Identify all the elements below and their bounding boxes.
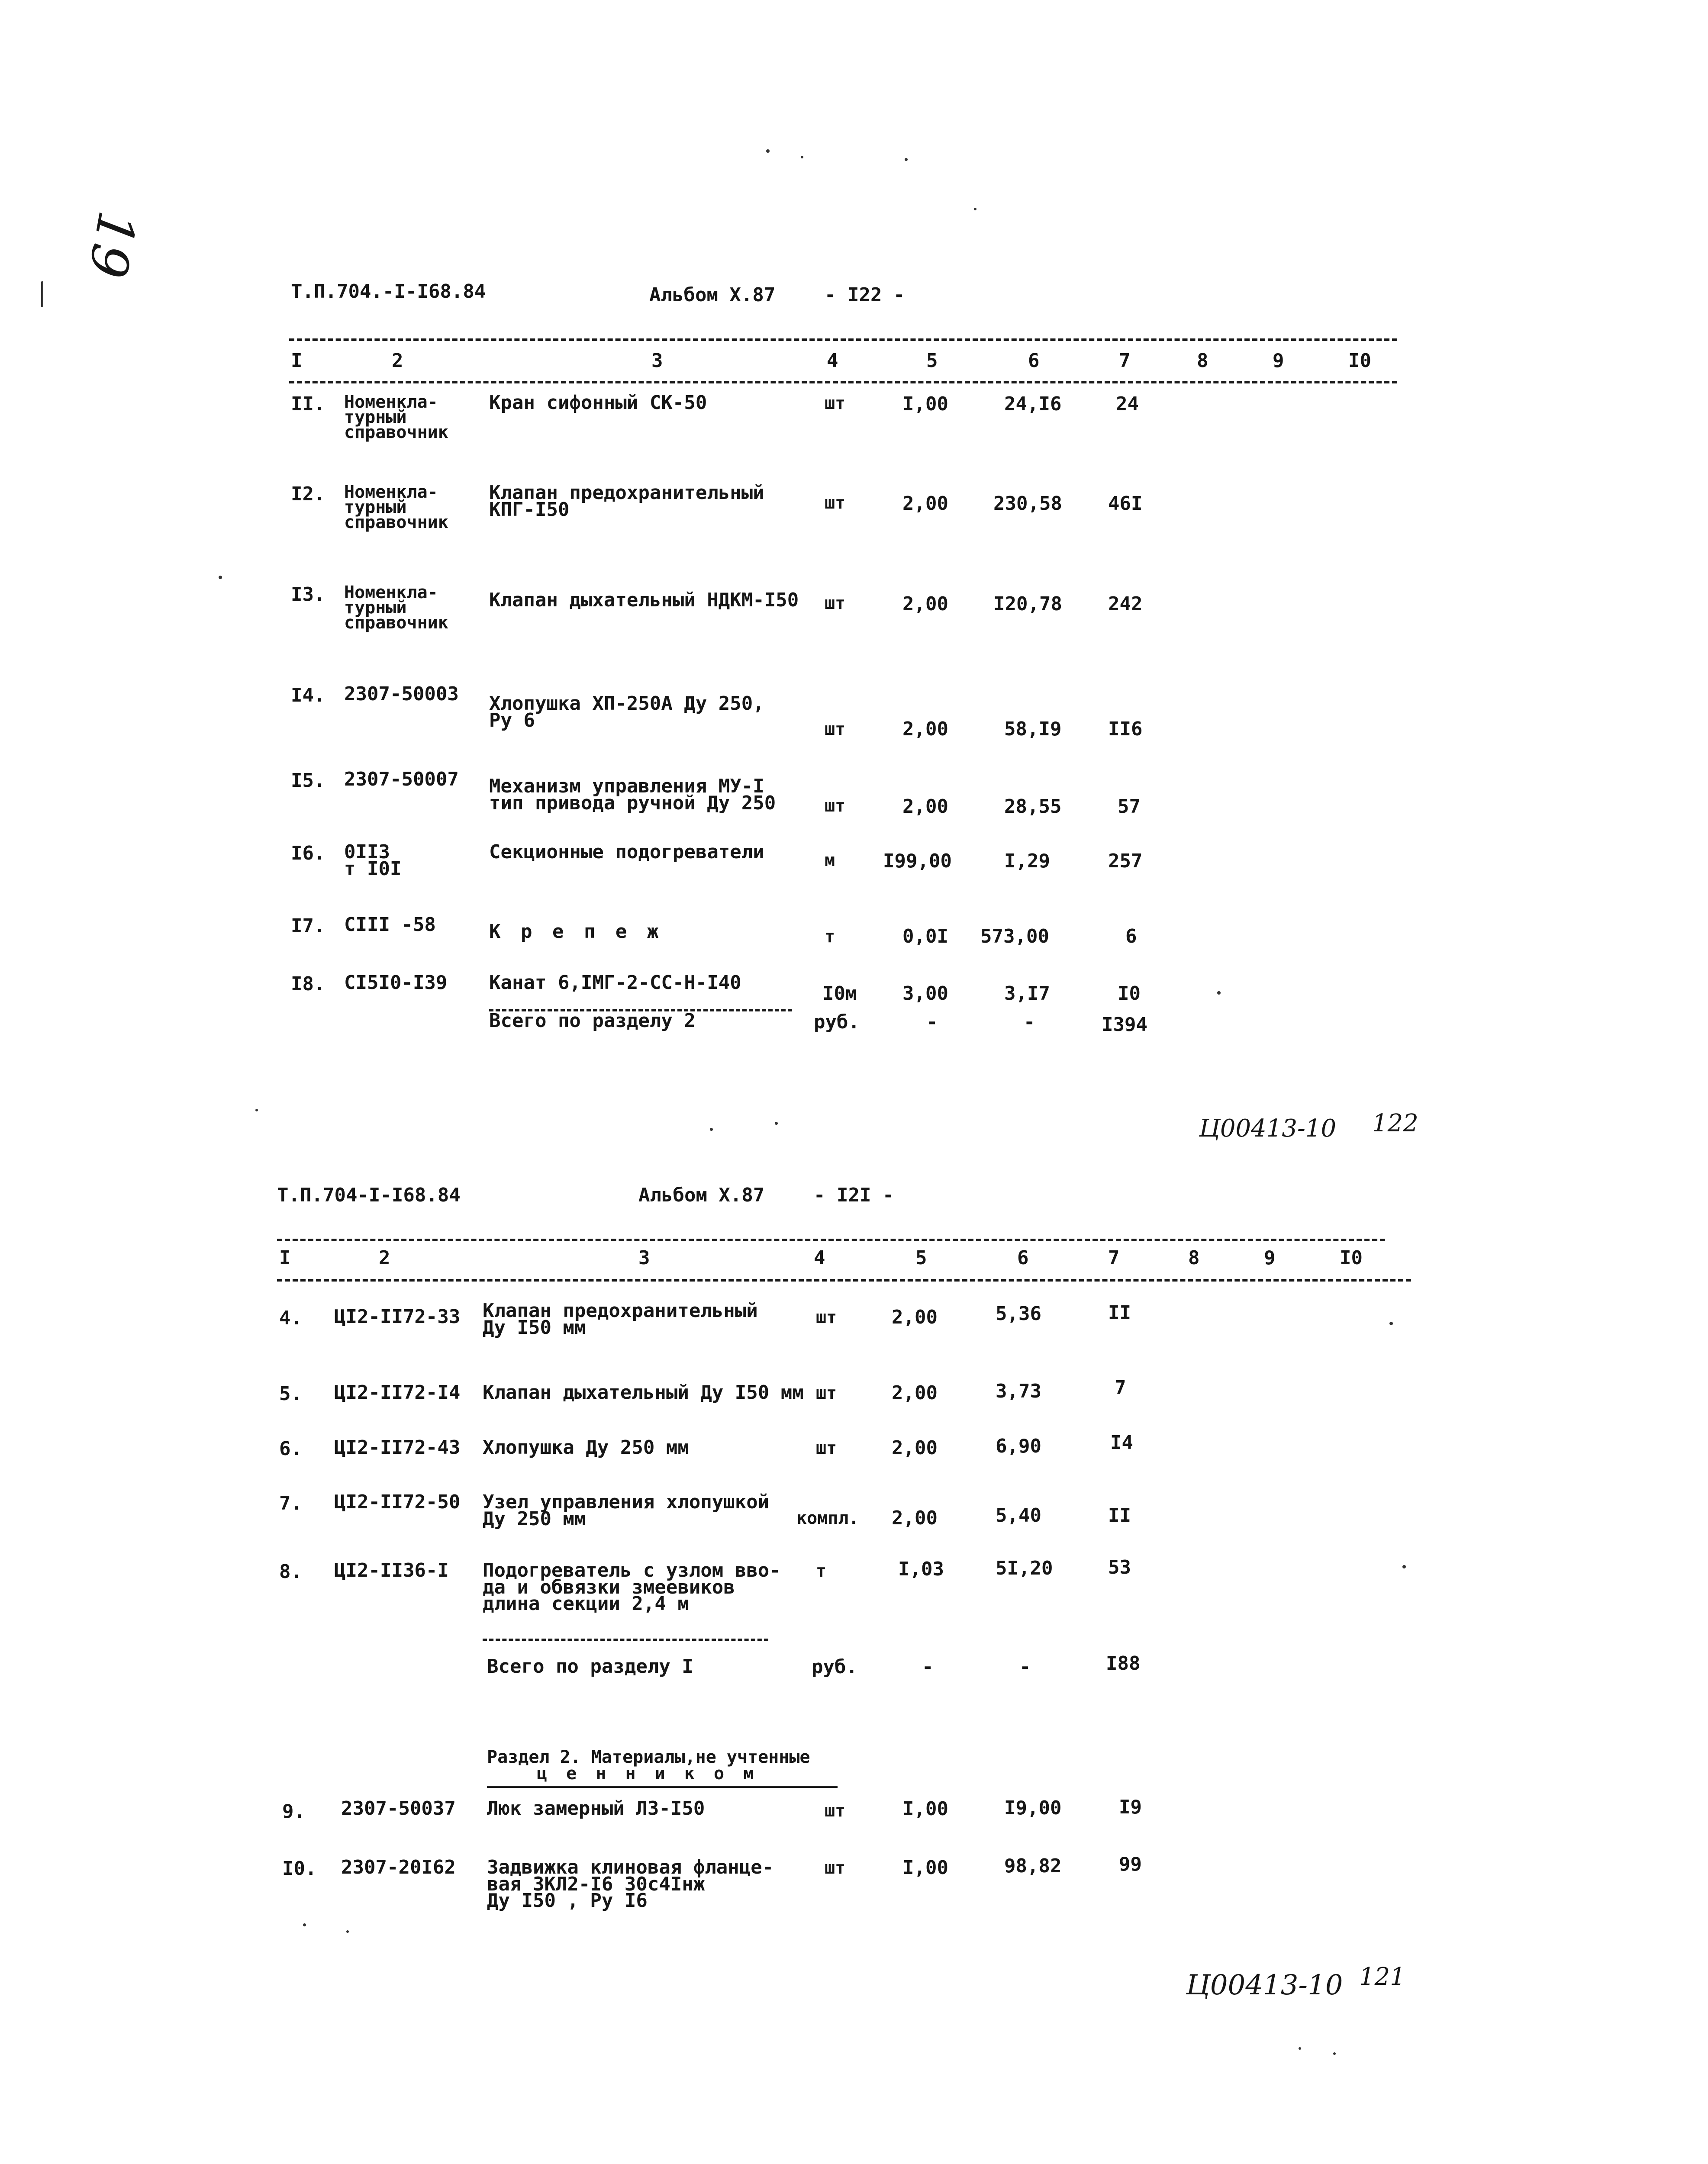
row-number: I4. xyxy=(291,684,325,706)
total-qty: - xyxy=(922,1656,934,1678)
row-code: ЦI2-II72-43 xyxy=(334,1436,461,1459)
row-price: 3,73 xyxy=(996,1380,1041,1402)
row-unit: компл. xyxy=(796,1508,859,1528)
row-qty: 2,00 xyxy=(902,493,948,515)
row-code: СI5I0-I39 xyxy=(344,972,448,994)
row-total: 57 xyxy=(1118,795,1141,818)
col-2: 2 xyxy=(392,350,403,372)
row-price: I20,78 xyxy=(993,593,1062,615)
header-rule-bottom xyxy=(277,1279,1411,1282)
row-unit: шт xyxy=(816,1383,837,1403)
row-qty: 3,00 xyxy=(902,982,948,1005)
section-heading-underline xyxy=(487,1786,838,1788)
row-price: 28,55 xyxy=(1004,795,1062,818)
col-1: I xyxy=(279,1247,291,1269)
row-unit: шт xyxy=(825,593,846,613)
row-price: 24,I6 xyxy=(1004,393,1062,415)
col-8: 8 xyxy=(1188,1247,1200,1269)
row-price: 3,I7 xyxy=(1004,982,1050,1005)
total-label: Всего по разделу 2 xyxy=(489,1010,696,1032)
scan-speck xyxy=(255,1109,258,1111)
row-name: Люк замерный ЛЗ-I50 xyxy=(487,1797,705,1819)
row-code: ЦI2-II72-50 xyxy=(334,1491,461,1513)
col-9: 9 xyxy=(1273,350,1284,372)
scan-speck xyxy=(41,281,43,307)
row-unit: шт xyxy=(825,393,846,413)
row-number: 5. xyxy=(279,1383,302,1405)
scan-speck xyxy=(905,158,908,161)
total-price: - xyxy=(1024,1011,1035,1033)
col-6: 6 xyxy=(1017,1247,1029,1269)
total-unit: руб. xyxy=(812,1656,857,1678)
scan-speck xyxy=(710,1128,713,1131)
table-row xyxy=(0,1300,1708,1389)
row-qty: 2,00 xyxy=(892,1382,938,1404)
row-price: 5I,20 xyxy=(996,1557,1053,1579)
row-number: 8. xyxy=(279,1561,302,1583)
row-qty: I,00 xyxy=(902,1857,948,1879)
row-number: I0. xyxy=(282,1858,317,1880)
row-number: I6. xyxy=(291,842,325,864)
row-code: 2307-20I62 xyxy=(341,1856,456,1878)
row-number: I5. xyxy=(291,770,325,792)
total-label: Всего по разделу I xyxy=(487,1655,693,1678)
row-total: I0 xyxy=(1118,982,1141,1005)
row-unit: шт xyxy=(825,1801,846,1821)
col-1: I xyxy=(291,350,303,372)
row-code: 2307-50007 xyxy=(344,768,459,790)
row-qty: 2,00 xyxy=(902,593,948,615)
row-unit: шт xyxy=(825,719,846,739)
row-qty: I99,00 xyxy=(883,850,952,872)
row-name: Секционные подогреватели xyxy=(489,841,764,863)
scan-speck xyxy=(1299,2047,1301,2050)
row-code: 0II3 т I0I xyxy=(344,841,402,880)
row-unit: м xyxy=(825,850,835,870)
row-name: Кран сифонный СК-50 xyxy=(489,392,707,414)
section-heading-cont: ц е н н и к о м xyxy=(537,1764,758,1784)
total-qty: - xyxy=(926,1011,938,1033)
row-name: Задвижка клиновая фланце- вая ЗКЛ2-I6 30с4Iнж Ду I50 , Ру I6 xyxy=(487,1856,774,1912)
row-total: I9 xyxy=(1119,1796,1142,1818)
row-number: I8. xyxy=(291,973,325,995)
scan-speck xyxy=(346,1930,349,1933)
subtotal-rule xyxy=(483,1639,768,1641)
col-3: 3 xyxy=(651,350,663,372)
table-row xyxy=(0,1558,1708,1645)
row-unit: шт xyxy=(825,493,846,513)
row-name: Хлопушка Ду 250 мм xyxy=(483,1436,689,1459)
table-row xyxy=(0,482,1708,571)
row-number: I7. xyxy=(291,915,325,937)
total-row xyxy=(0,1654,1708,1741)
row-code: Номенкла- турный справочник xyxy=(344,583,448,633)
col-6: 6 xyxy=(1028,350,1040,372)
row-number: 4. xyxy=(279,1307,302,1329)
row-name: Клапан дыхательный Ду I50 мм xyxy=(483,1381,804,1404)
col-8: 8 xyxy=(1197,350,1208,372)
row-code: Номенкла- турный справочник xyxy=(344,392,448,443)
col-10: I0 xyxy=(1348,350,1371,372)
col-7: 7 xyxy=(1119,350,1131,372)
row-total: I4 xyxy=(1110,1432,1133,1454)
row-number: I2. xyxy=(291,483,325,505)
scan-speck xyxy=(219,576,222,579)
row-total: 7 xyxy=(1115,1377,1126,1399)
row-number: I3. xyxy=(291,583,325,605)
archive-stamp-page: 121 xyxy=(1359,1963,1405,1991)
row-unit: шт xyxy=(816,1438,837,1458)
row-total: 99 xyxy=(1119,1853,1142,1875)
row-qty: I,00 xyxy=(902,393,948,415)
row-name: Клапан предохранительный Ду I50 мм xyxy=(483,1300,758,1339)
row-number: 7. xyxy=(279,1492,302,1514)
row-qty: I,03 xyxy=(898,1558,944,1580)
row-price: 5,36 xyxy=(996,1303,1041,1325)
row-total: 242 xyxy=(1108,593,1143,615)
row-unit: I0м xyxy=(822,982,857,1005)
row-qty: 2,00 xyxy=(892,1437,938,1459)
row-name: Хлопушка ХП-250А Ду 250, Ру 6 xyxy=(489,692,764,731)
row-qty: 2,00 xyxy=(892,1306,938,1328)
row-qty: 0,0I xyxy=(902,925,948,947)
page-number: - I2I - xyxy=(814,1184,894,1206)
total-row xyxy=(0,1010,1708,1099)
row-name: Узел управления хлопушкой Ду 250 мм xyxy=(483,1491,770,1530)
row-qty: 2,00 xyxy=(892,1507,938,1529)
row-total: 257 xyxy=(1108,850,1143,872)
row-code: СIII -58 xyxy=(344,914,436,936)
row-total: II xyxy=(1108,1302,1131,1324)
row-total: 46I xyxy=(1108,493,1143,515)
row-price: 6,90 xyxy=(996,1435,1041,1457)
header-rule-top xyxy=(277,1239,1385,1241)
row-number: 6. xyxy=(279,1438,302,1460)
row-unit: шт xyxy=(825,796,846,816)
table-row xyxy=(0,585,1708,672)
archive-stamp: Ц00413-10 xyxy=(1186,1969,1343,2001)
col-5: 5 xyxy=(915,1247,927,1269)
archive-stamp-page: 122 xyxy=(1372,1109,1418,1137)
row-unit: т xyxy=(825,927,835,947)
row-code: ЦI2-II72-I4 xyxy=(334,1381,461,1404)
album-label: Альбом X.87 xyxy=(649,284,776,306)
total-sum: I88 xyxy=(1106,1652,1141,1675)
col-9: 9 xyxy=(1264,1247,1276,1269)
row-total: 24 xyxy=(1116,393,1139,415)
table-row xyxy=(0,392,1708,481)
col-5: 5 xyxy=(926,350,938,372)
scan-speck xyxy=(801,156,803,158)
col-4: 4 xyxy=(814,1247,825,1269)
col-7: 7 xyxy=(1108,1247,1120,1269)
row-qty: I,00 xyxy=(902,1798,948,1820)
row-price: 230,58 xyxy=(993,493,1062,515)
row-number: II. xyxy=(291,393,325,415)
row-total: II6 xyxy=(1108,718,1143,740)
row-price: 573,00 xyxy=(980,925,1049,947)
row-price: 98,82 xyxy=(1004,1855,1062,1877)
row-code: 2307-50037 xyxy=(341,1797,456,1819)
total-sum: I394 xyxy=(1102,1014,1147,1036)
row-price: 58,I9 xyxy=(1004,718,1062,740)
row-name: Подогреватель с узлом вво- да и обвязки змеевиков длина секции 2,4 м xyxy=(483,1559,781,1615)
scan-speck xyxy=(766,149,770,153)
scan-speck xyxy=(1402,1565,1406,1568)
scan-speck xyxy=(1217,991,1221,995)
row-total: II xyxy=(1108,1504,1131,1526)
col-3: 3 xyxy=(638,1247,650,1269)
row-code: 2307-50003 xyxy=(344,683,459,705)
row-total: 6 xyxy=(1125,925,1137,947)
doc-number: Т.П.704-I-I68.84 xyxy=(277,1184,461,1206)
scan-speck xyxy=(775,1122,778,1125)
scan-speck xyxy=(974,208,976,210)
section-heading: Раздел 2. Материалы,не учтенные xyxy=(487,1747,810,1767)
row-price: I,29 xyxy=(1004,850,1050,872)
doc-number: Т.П.704.-I-I68.84 xyxy=(291,280,486,303)
row-price: I9,00 xyxy=(1004,1797,1062,1819)
col-4: 4 xyxy=(827,350,838,372)
row-total: 53 xyxy=(1108,1556,1131,1578)
scan-speck xyxy=(303,1923,306,1926)
row-name: Клапан предохранительный КПГ-I50 xyxy=(489,482,764,521)
row-unit: шт xyxy=(825,1858,846,1878)
row-code: ЦI2-II72-33 xyxy=(334,1306,461,1328)
row-name: Механизм управления МУ-I тип привода ручной Ду 250 xyxy=(489,775,776,814)
header-rule-top xyxy=(289,338,1397,341)
col-10: I0 xyxy=(1340,1247,1363,1269)
total-price: - xyxy=(1019,1656,1031,1678)
row-name: Клапан дыхательный НДКМ-I50 xyxy=(489,589,799,611)
row-unit: шт xyxy=(816,1307,837,1327)
table-row xyxy=(0,1853,1708,1940)
row-qty: 2,00 xyxy=(902,795,948,818)
album-label: Альбом X.87 xyxy=(638,1184,765,1206)
total-unit: руб. xyxy=(814,1011,860,1033)
row-number: 9. xyxy=(282,1800,305,1823)
page-number: - I22 - xyxy=(825,284,905,306)
table-row xyxy=(0,683,1708,773)
row-qty: 2,00 xyxy=(902,718,948,740)
row-code: Номенкла- турный справочник xyxy=(344,482,448,533)
row-name: Канат 6,IМГ-2-СС-Н-I40 xyxy=(489,972,741,994)
row-price: 5,40 xyxy=(996,1504,1041,1526)
row-code: ЦI2-II36-I xyxy=(334,1559,449,1581)
scan-speck xyxy=(1333,2052,1336,2055)
archive-stamp: Ц00413-10 xyxy=(1199,1114,1337,1143)
col-2: 2 xyxy=(379,1247,390,1269)
margin-note: 19 xyxy=(76,206,147,283)
scan-speck xyxy=(1389,1322,1393,1325)
header-rule-bottom xyxy=(289,381,1397,383)
row-unit: т xyxy=(816,1561,827,1581)
row-name: К р е п е ж xyxy=(489,921,663,943)
